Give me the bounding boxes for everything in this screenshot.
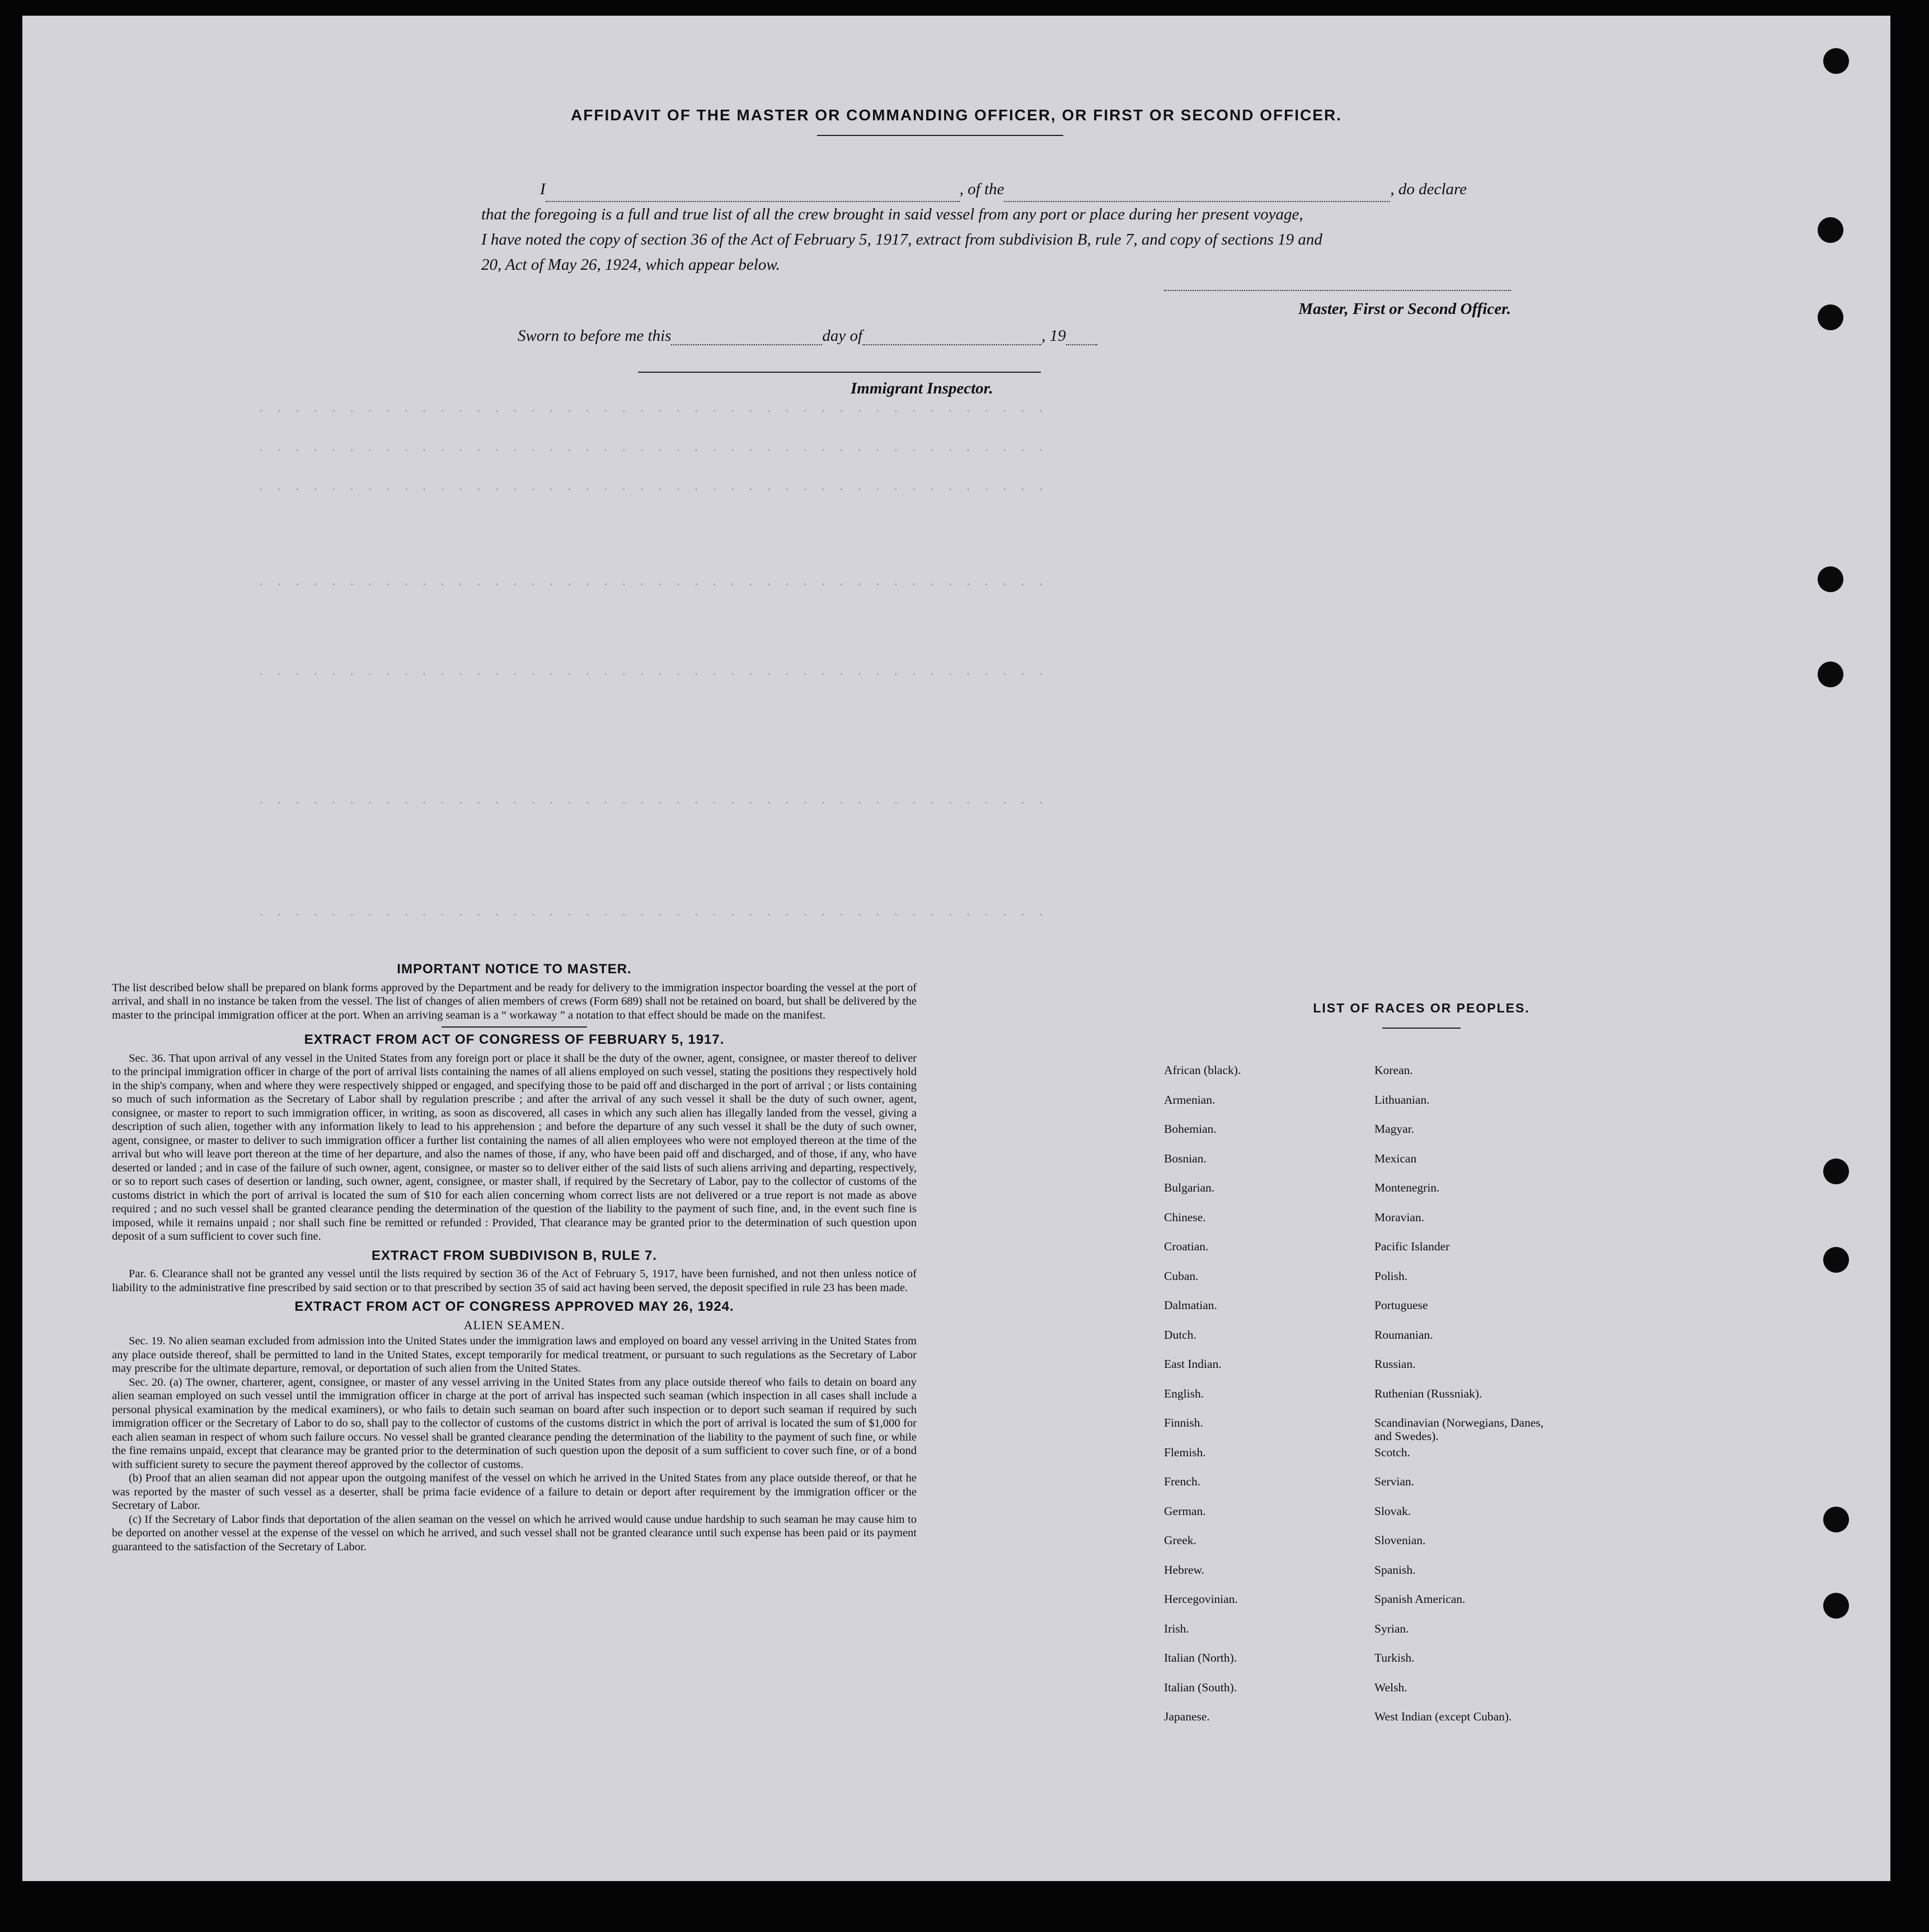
sworn-month-field[interactable] — [862, 330, 1041, 345]
races-list — [1164, 1063, 1556, 1739]
race-item: Ruthenian (Russniak). — [1374, 1386, 1482, 1400]
race-item: French. — [1164, 1475, 1201, 1488]
sec20b-text: (b) Proof that an alien seaman did not appear upon the outgoing manifest of the vessel on which he arrived in the United States from any place outside thereof, or that he was reported by the master of such vessel as a deserter, shall be prima facie evidence of a failure to detain or deport after requirement by the immigration officer or the Secretary of Labor. — [112, 1472, 917, 1512]
race-item: Syrian. — [1374, 1621, 1409, 1635]
statement-line-3: 20, Act of May 26, 1924, which appear below. — [481, 256, 780, 274]
punch-hole — [1823, 1593, 1849, 1619]
section-rule — [442, 1026, 587, 1028]
day-of-label: day of — [822, 327, 863, 345]
sworn-day-field[interactable] — [671, 330, 822, 345]
race-item: Flemish. — [1164, 1445, 1206, 1459]
race-item: Irish. — [1164, 1621, 1189, 1635]
document-page: . . . . . . . . . . . . . . . . . . . . . . . . . . . . . . . . . . . . . . . . . . . . . . . . . . . . . . . . . . . . . . . . . . . . . . . . . . . . . . . . . . . . . . . . . . . . . . . . . . . . . . . . . . . . . . . . . . . . . . . . . . . . . . . . . . . . . . . . . . . . . . . . . . . . . . . . . . . . . . . . . . . . . . . . . . . . . . . . . . . . . . . . . . . . . . . . . . . . . . . . . . . . . . . . . . . . . . . . . . . . . . . . . . . . . . . . . . . . . . . . . . . . . . . . . . . . . . . . . . . . . . . . . . . . . . . . . . . . . . . . . . . . . . . . . . . . . . . . . . . . . . . . . . . . AFFIDAVIT OF THE MASTER OR COMMANDING OFFICER, OR FIRST OR SECOND OFFICER. I , of the , do declare that the foregoing is a full and true list of all the crew brought in said vessel from any port or place during her present voyage, I have noted the copy of section 36 of the Act of February 5, 1917, extract from subdivision B, rule 7, and copy of sections 19 and 20, Act of May 26, 1924, which appear below. Master, First or Second Officer. Sworn to before me this day of , 19 Immigrant Inspector. IMPORTANT NOTICE TO MASTER. The list described below shall be prepared on blank forms approved by the Department and be ready for delivery to the immigration inspector boarding the vessel at the port of arrival, and shall in no instance be taken from the vessel. The list of changes of alien members of crews (Form 689) shall not be retained on board, but shall be delivered by the master to the principal immigration officer at the port. When an arriving seaman is a “ workaway ” a notation to that effect should be made on the manifest. EXTRACT FROM ACT OF CONGRESS OF FEBRUARY 5, 1917. Sec. 36. That upon arrival of any vessel in the United States from any foreign port or place it shall be the duty of the owner, agent, consignee, or master thereof to deliver to the principal immigration officer in charge of the port of arrival lists containing the names of all aliens employed on such vessel, stating the positions they respectively hold in the ship's company, when and where they were respectively shipped or engaged, and specifying those to be paid off and discharged in the port of arrival ; or lists containing so much of such information as the Secretary of Labor shall by regulation prescribe ; and after the arrival of any such vessel it shall be the duty of such owner, agent, consignee, or master to report to such immigration officer, in writing, as soon as discovered, all cases in which any such alien has illegally landed from the vessel, giving a description of such alien, together with any information likely to lead to his apprehension ; and before the departure of any such vessel it shall be the duty of such owner, agent, consignee, or master to deliver to such immigration officer a further list containing the names of all alien employees who were not employed thereon at the time of the arrival but who will leave port thereon at the time of her departure, and also the names of those, if any, who have been paid off and discharged, and of those, if any, who have deserted or landed ; and in case of the failure of such owner, agent, consignee, or master so to deliver either of the said lists of such aliens arriving and departing, respectively, or so to report such cases of desertion or landing, such owner, agent, consignee, or master shall, if required by the Secretary of Labor, pay to the collector of customs of the customs district in which the port of arrival is located the sum of $10 for each alien concerning whom correct lists are not delivered or a true report is not made as above required ; and no such vessel shall be granted clearance pending the determination of the question of the liability to the payment of such fine, and, in the event such fine is imposed, while it remains unpaid ; nor shall such fine be remitted or refunded : Provided, That clearance may be granted prior to the determination of such question upon deposit of a sum sufficient to cover such fine. EXTRACT FROM SUBDIVISON B, RULE 7. Par. 6. Clearance shall not be granted any vessel until the lists required by section 36 of the Act of February 5, 1917, have been furnished, and not then unless notice of liability to the administrative fine prescribed by said section or to that prescribed by section 35 of said act having been served, the deposit specified in rule 23 has been made. EXTRACT FROM ACT OF CONGRESS APPROVED MAY 26, 1924. ALIEN SEAMEN. Sec. 19. No alien seaman excluded from admission into the United States under the immigration laws and employed on board any vessel arriving in the United States from any place outside thereof, shall be permitted to land in the United States, except temporarily for medical treatment, or pursuant to such regulations as the Secretary of Labor may prescribe for the ultimate departure, removal, or deportation of such alien from the United States. Sec. 20. (a) The owner, charterer, agent, consignee, or master of any vessel arriving in the United States from any place outside thereof who fails to detain on board any alien seaman employed on such vessel until the immigration officer in charge at the port of arrival has inspected such seaman (which inspection in all cases shall include a personal physical examination by the medical examiners), or who fails to detain such seaman on board after such inspection or to deport such seaman if required by such immigration officer or the Secretary of Labor to do so, shall pay to the collector of customs of the customs district in which the port of arrival is located the sum of $1,000 for each alien seaman in respect of whom such failure occurs. No vessel shall be granted clearance pending the determination of the liability to the payment of such fine, or while the fine remains unpaid, except that clearance may be granted prior to the determination of such question upon the deposit of a sum sufficient to cover such fine, or of a bond with sufficient surety to secure the payment thereof approved by the collector of customs. (b) Proof that an alien seaman did not appear upon the outgoing manifest of the vessel on which he arrived in the United States from any place outside thereof, or that he was reported by the master of such vessel as a deserter, shall be prima facie evidence of a failure to detain or deport after requirement by the immigration officer or the Secretary of Labor. (c) If the Secretary of Labor finds that deportation of the alien seaman on the vessel on which he arrived would cause undue hardship to such seaman he may cause him to be deported on another vessel at the expense of the vessel on which he arrived, and such vessel shall not be granted clearance until such expense has been paid or its payment guaranteed to the satisfaction of the Secretary of Labor. LIST OF RACES OR PEOPLES. African (black). Korean. Armenian. Lithuanian. Bohemian. Magyar. Bosnian. Mexican Bulgarian. Montenegrin. Chinese. Moravian. Croatian. Pacific Islander Cuban. Polish. Dalmatian. Portuguese Dutch. Roumanian. East Indian. Russian. English. Ruthenian (Russniak). Finnish. Scandinavian (Norwegians, Danes, and Swedes). Flemish. Scotch. French. Servian. German. Slovak. Greek. Slovenian. Hebrew. Spanish. Hercegovinian. Spanish American. Irish. Syrian. Italian (North). Turkish. Italian (South). Welsh. Japanese. West Indian (except Cuban). — [22, 16, 1890, 1881]
race-item: Scotch. — [1374, 1445, 1410, 1459]
affidavit-body — [481, 177, 1522, 278]
alien-seamen-subtitle: ALIEN SEAMEN. — [463, 1317, 565, 1332]
sworn-year-field[interactable] — [1066, 330, 1097, 345]
race-item: African (black). — [1164, 1063, 1241, 1077]
race-item: Spanish. — [1374, 1563, 1416, 1577]
name-field[interactable] — [546, 186, 960, 202]
race-item: Hercegovinian. — [1164, 1592, 1238, 1606]
do-declare-label: , do declare — [1390, 180, 1467, 198]
extract-1917-text: Sec. 36. That upon arrival of any vessel in the United States from any foreign port or place it shall be the duty of the owner, agent, consignee, or master thereof to deliver to the principal immigration officer in charge of the port of arrival lists containing the names of all aliens employed on such vessel, stating the positions they respectively hold in the ship's company, when and where they were respectively shipped or engaged, and specifying those to be paid off and discharged in the port of arrival ; or lists containing so much of such information as the Secretary of Labor shall by regulation prescribe ; and after the arrival of any such vessel it shall be the duty of such owner, agent, consignee, or master to report to such immigration officer, in writing, as soon as discovered, all cases in which any such alien has illegally landed from the vessel, giving a description of such alien, together with any information likely to lead to his apprehension ; and before the departure of any such vessel it shall be the duty of such owner, agent, consignee, or master to deliver to such immigration officer a further list containing the names of all alien employees who were not employed thereon at the time of the arrival but who will leave port thereon at the time of her departure, and also the names of those, if any, who have been paid off and discharged, and of those, if any, who have deserted or landed ; and in case of the failure of such owner, agent, consignee, or master so to deliver either of the said lists of such aliens arriving and departing, respectively, or so to report such cases of desertion or landing, such owner, agent, consignee, or master shall, if required by the Secretary of Labor, pay to the collector of customs of the customs district in which the port of arrival is located the sum of $10 for each alien concerning whom correct lists are not delivered or a true report is not made as above required ; and no such vessel shall be granted clearance pending the determination of the question of the liability to the payment of such fine, and, in the event such fine is imposed, while it remains unpaid ; nor shall such fine be remitted or refunded : Provided, That clearance may be granted prior to the determination of such question upon deposit of a sum sufficient to cover such fine. — [112, 1052, 917, 1242]
race-item: Welsh. — [1374, 1680, 1407, 1694]
statement-line-2: I have noted the copy of section 36 of the Act of February 5, 1917, extract from subdivision B, rule 7, and copy of sections 19 and — [481, 231, 1322, 248]
notice-title: IMPORTANT NOTICE TO MASTER. — [397, 962, 632, 977]
declaration-line — [481, 177, 1522, 202]
races-title: LIST OF RACES OR PEOPLES. — [1313, 1001, 1530, 1015]
race-item: Lithuanian. — [1374, 1092, 1430, 1106]
statement-line-1: that the foregoing is a full and true list of all the crew brought in said vessel from any port or place during her present voyage, — [481, 205, 1303, 223]
sec20a-text: Sec. 20. (a) The owner, charterer, agent, consignee, or master of any vessel arriving in the United States from any place outside thereof who fails to detain on board any alien seaman employed on such vessel until the immigration officer in charge at the port of arrival has inspected such seaman (which inspection in all cases shall include a personal physical examination by the medical examiners), or who fails to detain such seaman on board after such inspection or to deport such seaman if required by such immigration officer or the Secretary of Labor to do so, shall pay to the collector of customs of the customs district in which the port of arrival is located the sum of $1,000 for each alien seaman in respect of whom such failure occurs. No vessel shall be granted clearance pending the determination of the liability to the payment of such fine, or while the fine remains unpaid, except that clearance may be granted prior to the determination of such question upon the deposit of a sum sufficient to cover such fine, or of a bond with sufficient surety to secure the payment thereof approved by the collector of customs. — [112, 1376, 917, 1471]
race-item: Polish. — [1374, 1269, 1408, 1283]
race-item: Portuguese — [1374, 1298, 1428, 1312]
race-item: Dutch. — [1164, 1328, 1196, 1342]
race-item: Korean. — [1374, 1063, 1413, 1077]
race-item: East Indian. — [1164, 1357, 1222, 1371]
race-item: Russian. — [1374, 1357, 1416, 1371]
race-item: Pacific Islander — [1374, 1240, 1450, 1253]
extract-rule7-text: Par. 6. Clearance shall not be granted any vessel until the lists required by section 36 of the Act of February 5, 1917, have been furnished, and not then unless notice of liability to the administrative fine prescribed by said section or to that prescribed by section 35 of said act having been served, the deposit specified in rule 23 has been made. — [112, 1268, 917, 1294]
title-rule — [817, 135, 1063, 136]
notice-block — [112, 963, 917, 1554]
punch-hole — [1818, 662, 1843, 687]
punch-hole — [1823, 48, 1849, 74]
signature-label: Master, First or Second Officer. — [1298, 300, 1511, 318]
race-item: Moravian. — [1374, 1210, 1424, 1224]
sworn-label: Sworn to before me this — [518, 327, 672, 345]
affidavit-title: AFFIDAVIT OF THE MASTER OR COMMANDING OFFICER, OR FIRST OR SECOND OFFICER. — [571, 106, 1342, 124]
race-item: Finnish. — [1164, 1416, 1203, 1429]
race-item: Cuban. — [1164, 1269, 1199, 1283]
signature-field[interactable] — [1164, 290, 1511, 291]
inspector-signature-field[interactable] — [638, 372, 1041, 373]
punch-hole — [1818, 566, 1843, 592]
race-item: Bohemian. — [1164, 1122, 1217, 1136]
race-item: Roumanian. — [1374, 1328, 1433, 1342]
race-item: Bosnian. — [1164, 1151, 1207, 1165]
race-item: Hebrew. — [1164, 1563, 1205, 1577]
race-item: Mexican — [1374, 1151, 1417, 1165]
race-item: Armenian. — [1164, 1092, 1215, 1106]
vessel-field[interactable] — [1004, 186, 1390, 202]
punch-hole — [1823, 1507, 1849, 1532]
extract-rule7-title: EXTRACT FROM SUBDIVISON B, RULE 7. — [371, 1248, 658, 1263]
race-item: Scandinavian (Norwegians, Danes, and Swedes). — [1374, 1416, 1544, 1443]
punch-hole — [1818, 217, 1843, 243]
of-the-label: , of the — [959, 180, 1005, 198]
race-item: English. — [1164, 1386, 1204, 1400]
inspector-label: Immigrant Inspector. — [851, 379, 993, 397]
race-item: Italian (South). — [1164, 1680, 1237, 1694]
extract-1924-title: EXTRACT FROM ACT OF CONGRESS APPROVED MAY 26, 1924. — [294, 1299, 734, 1314]
punch-hole — [1818, 304, 1843, 330]
race-item: Italian (North). — [1164, 1651, 1237, 1664]
punch-hole — [1823, 1159, 1849, 1184]
punch-hole — [1823, 1247, 1849, 1273]
extract-1917-title: EXTRACT FROM ACT OF CONGRESS OF FEBRUARY 5, 1917. — [304, 1032, 725, 1047]
race-item: Magyar. — [1374, 1122, 1415, 1136]
year-prefix: , 19 — [1041, 327, 1066, 345]
race-item: German. — [1164, 1504, 1206, 1518]
race-item: Servian. — [1374, 1475, 1415, 1488]
race-item: Turkish. — [1374, 1651, 1415, 1664]
race-item: Chinese. — [1164, 1210, 1206, 1224]
race-item: Japanese. — [1164, 1710, 1210, 1723]
sec20c-text: (c) If the Secretary of Labor finds that deportation of the alien seaman on the vessel on which he arrived would cause undue hardship to such seaman he may cause him to be deported on another vessel at the expense of the vessel on which he arrived, and such vessel shall not be granted clearance until such expense has been paid or its payment guaranteed to the satisfaction of the Secretary of Labor. — [112, 1513, 917, 1553]
race-item: Montenegrin. — [1374, 1181, 1440, 1194]
race-item: Croatian. — [1164, 1240, 1209, 1253]
sec19-text: Sec. 19. No alien seaman excluded from admission into the United States under the immigration laws and employed on board any vessel arriving in the United States from any place outside thereof, shall be permitted to land in the United States, except temporarily for medical treatment, or pursuant to such regulations as the Secretary of Labor may prescribe for the ultimate departure, removal, or deportation of such alien from the United States. — [112, 1335, 917, 1375]
race-item: Greek. — [1164, 1534, 1196, 1547]
i-label: I — [540, 180, 546, 198]
races-rule — [1382, 1028, 1461, 1029]
notice-text: The list described below shall be prepared on blank forms approved by the Department and be ready for delivery to the immigration inspector boarding the vessel at the port of arrival, and shall in no instance be taken from the vessel. The list of changes of alien members of crews (Form 689) shall not be retained on board, but shall be delivered by the master to the principal immigration officer at the port. When an arriving seaman is a “ workaway ” a notation to that effect should be made on the manifest. — [112, 981, 917, 1021]
race-item: Spanish American. — [1374, 1592, 1466, 1606]
race-item: Slovenian. — [1374, 1534, 1426, 1547]
race-item: Slovak. — [1374, 1504, 1411, 1518]
race-item: Bulgarian. — [1164, 1181, 1215, 1194]
sworn-line — [518, 327, 1097, 345]
race-item: West Indian (except Cuban). — [1374, 1710, 1512, 1723]
race-item: Dalmatian. — [1164, 1298, 1217, 1312]
